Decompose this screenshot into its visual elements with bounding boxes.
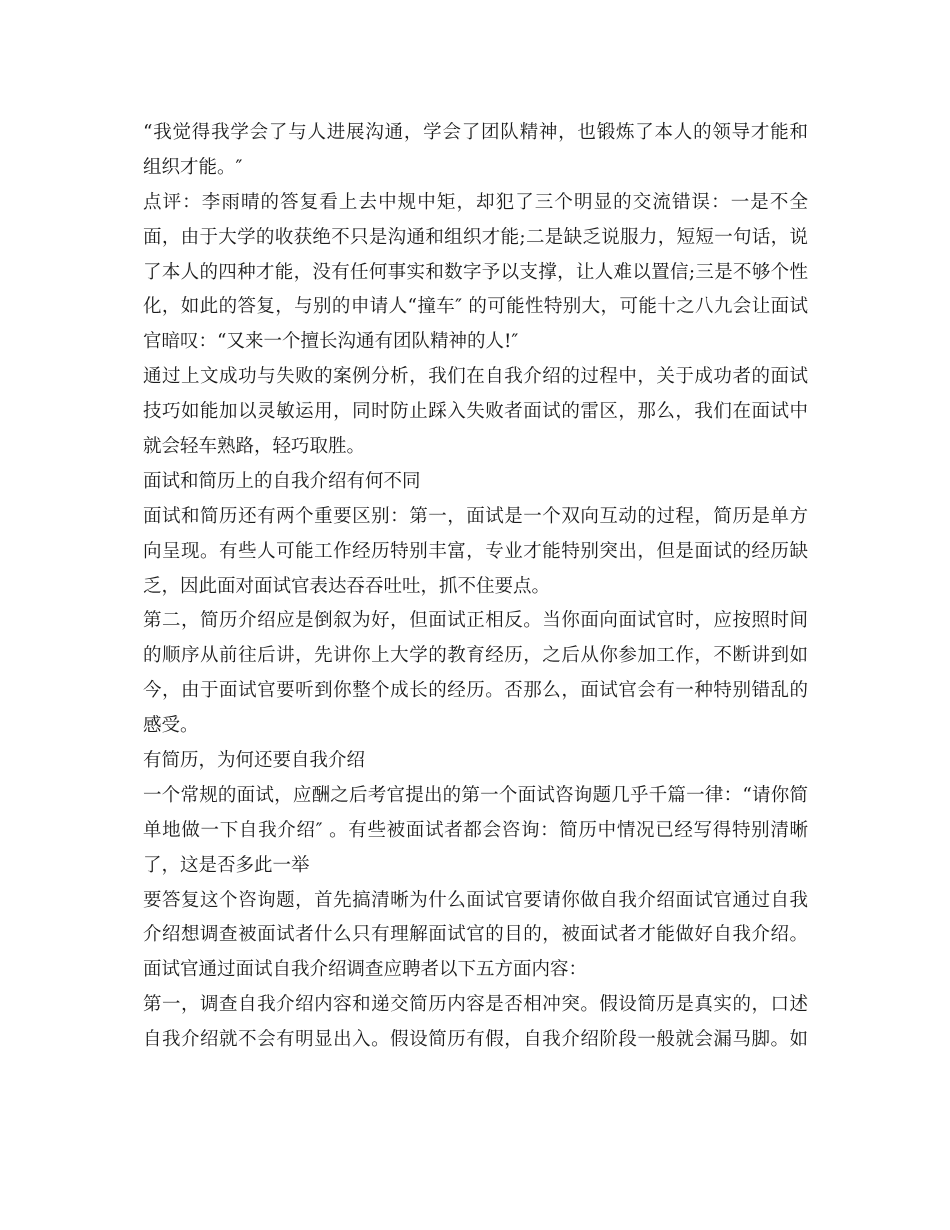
text-line: 单地做一下自我介绍″ 。有些被面试者都会咨询：简历中情况已经写得特别清晰 [143,819,808,841]
section-heading: 面试和简历上的自我介绍有何不同 [143,470,421,492]
document-body [143,116,808,1058]
text-line: 技巧如能加以灵敏运用，同时防止踩入失败者面试的雷区，那么，我们在面试中 [143,401,808,423]
text-line: 向呈现。有些人可能工作经历特别丰富，专业才能特别突出，但是面试的经历缺 [143,540,808,562]
text-line: 了本人的四种才能，没有任何事实和数字予以支撑，让人难以置信;三是不够个性 [143,261,808,283]
text-line: 要答复这个咨询题，首先搞清晰为什么面试官要请你做自我介绍面试官通过自我 [143,889,808,911]
text-line: 面试和简历还有两个重要区别：第一，面试是一个双向互动的过程，简历是单方 [143,505,808,527]
text-line: 今，由于面试官要听到你整个成长的经历。否那么，面试官会有一种特别错乱的 [143,680,808,702]
text-line: 了，这是否多此一举 [143,854,310,876]
text-line: 感受。 [143,715,199,737]
text-line: 的顺序从前往后讲，先讲你上大学的教育经历，之后从你参加工作，不断讲到如 [143,645,808,667]
text-line: 面试官通过面试自我介绍调查应聘者以下五方面内容： [143,959,588,981]
text-line: 第二，简历介绍应是倒叙为好，但面试正相反。当你面向面试官时，应按照时间 [143,610,808,632]
text-line: 面，由于大学的收获绝不只是沟通和组织才能;二是缺乏说服力，短短一句话，说 [143,226,808,248]
text-line: 就会轻车熟路，轻巧取胜。 [143,436,366,458]
text-line: 化，如此的答复，与别的申请人“撞车″ 的可能性特别大，可能十之八九会让面试 [143,296,808,318]
text-line: 一个常规的面试，应酬之后考官提出的第一个面试咨询题几乎千篇一律：“请你简 [143,784,808,806]
text-line: 自我介绍就不会有明显出入。假设简历有假，自我介绍阶段一般就会漏马脚。如 [143,1029,808,1051]
text-line: 点评：李雨晴的答复看上去中规中矩，却犯了三个明显的交流错误：一是不全 [143,191,808,213]
text-line: “我觉得我学会了与人进展沟通，学会了团队精神，也锻炼了本人的领导才能和 [143,122,808,143]
text-line: 第一，调查自我介绍内容和递交简历内容是否相冲突。假设简历是真实的，口述 [143,994,808,1016]
text-line: 介绍想调查被面试者什么只有理解面试官的目的，被面试者才能做好自我介绍。 [143,924,808,946]
text-line: 官暗叹：“又来一个擅长沟通有团队精神的人!″ [143,331,519,353]
text-line: 乏，因此面对面试官表达吞吞吐吐，抓不住要点。 [143,575,551,597]
section-heading: 有简历，为何还要自我介绍 [143,750,366,772]
text-line: 组织才能。″ [143,156,243,178]
text-line: 通过上文成功与失败的案例分析，我们在自我介绍的过程中，关于成功者的面试 [143,366,808,388]
